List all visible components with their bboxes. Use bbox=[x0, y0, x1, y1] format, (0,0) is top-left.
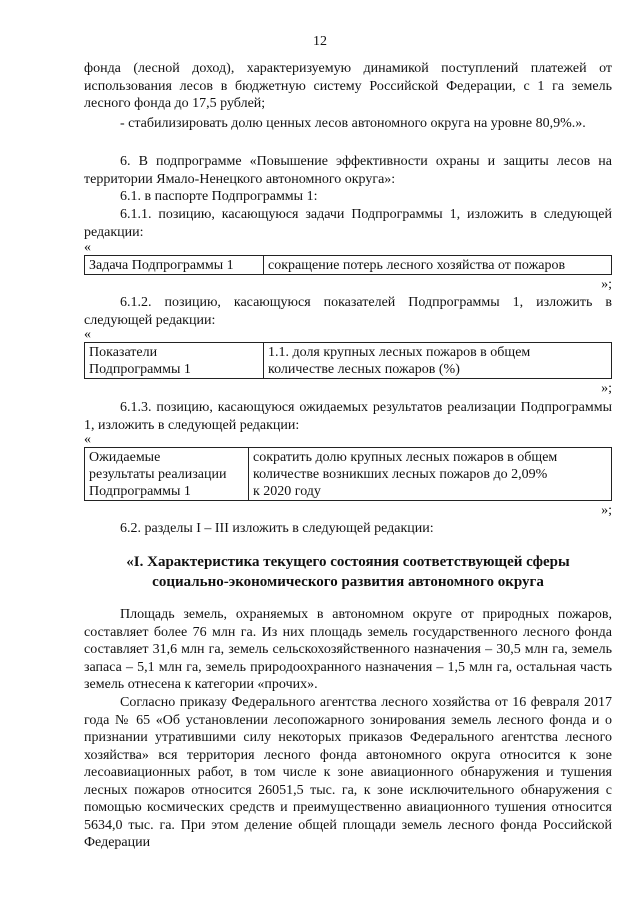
table-indicators-value-line2: количестве лесных пожаров (%) bbox=[268, 362, 460, 377]
table-results-label-line3: Подпрограммы 1 bbox=[89, 484, 191, 499]
table-indicators-label bbox=[85, 343, 264, 379]
table-results-value bbox=[249, 448, 612, 501]
table-results-value-line3: к 2020 году bbox=[253, 484, 321, 499]
table-row bbox=[85, 448, 612, 501]
body-paragraph-1: Площадь земель, охраняемых в автономном округе от природных пожаров, составляет более 76 млн га. Из них площадь земель государственного лесного фонда составляет 31,6 млн га, земель сельскохозяйственного назначения – 30,5 млн га, земель запаса – 5,1 млн га, земель природоохранного назначения – 1,5 млн га, остальная часть земель отнесена к категории «прочих». bbox=[84, 607, 612, 692]
item-6-1-3: 6.1.3. позицию, касающуюся ожидаемых результатов реализации Подпрограммы 1, изложить в следующей редакции: bbox=[84, 400, 612, 433]
table-task-label: Задача Подпрограммы 1 bbox=[85, 256, 264, 275]
quote-open-mark: « bbox=[84, 432, 91, 447]
item-6-1-1: 6.1.1. позицию, касающуюся задачи Подпрограммы 1, изложить в следующей редакции: bbox=[84, 207, 612, 240]
body-paragraph-2: Согласно приказу Федерального агентства лесного хозяйства от 16 февраля 2017 года № 65 «Об установлении лесопожарного зонирования земель лесного фонда и о признании утратившими силу некоторых приказов Федерального агентства лесного хозяйства» вся территория лесного фонда автономного округа относится к зоне лесоавиационных работ, в том числе к зоне авиационного обнаружения и тушения лесных пожаров относится 26051,5 тыс. га, к зоне исключительного обнаружения с помощью космических средств и преимущественно авиационного тушения относится 5634,0 тыс. га. При этом деление общей площади земель лесного фонда Российской Федерации bbox=[84, 695, 612, 850]
table-row bbox=[85, 343, 612, 379]
paragraph-continuation: фонда (лесной доход), характеризуемую динамикой поступлений платежей от использования лесов в бюджетную систему Российской Федерации, с 1 га земель лесного фонда до 17,5 рублей; bbox=[84, 61, 612, 111]
item-6-1-2: 6.1.2. позицию, касающуюся показателей Подпрограммы 1, изложить в следующей редакции: bbox=[84, 295, 612, 328]
table-results-value-line1: сократить долю крупных лесных пожаров в общем bbox=[253, 450, 558, 465]
quote-close-mark: »; bbox=[601, 503, 612, 518]
page-number: 12 bbox=[313, 34, 327, 49]
table-results-value-line2: количестве возникших лесных пожаров до 2,09% bbox=[253, 467, 548, 482]
table-results-label bbox=[85, 448, 249, 501]
table-row bbox=[85, 256, 612, 275]
item-6-2: 6.2. разделы I – III изложить в следующей редакции: bbox=[120, 521, 434, 536]
quote-close-mark: »; bbox=[601, 381, 612, 396]
item-6-1: 6.1. в паспорте Подпрограммы 1: bbox=[120, 189, 318, 204]
item-6: 6. В подпрограмме «Повышение эффективности охраны и защиты лесов на территории Ямало-Ненецкого автономного округа»: bbox=[84, 154, 612, 187]
table-task bbox=[84, 255, 612, 275]
table-indicators-label-line1: Показатели bbox=[89, 345, 158, 360]
table-task-value: сокращение потерь лесного хозяйства от пожаров bbox=[264, 256, 612, 275]
section-heading-line1: «I. Характеристика текущего состояния соответствующей сферы bbox=[126, 554, 570, 570]
quote-close-mark: »; bbox=[601, 277, 612, 292]
table-indicators bbox=[84, 342, 612, 379]
section-heading-line2: социально-экономического развития автономного округа bbox=[152, 574, 544, 590]
paragraph-stabilize: - стабилизировать долю ценных лесов автономного округа на уровне 80,9%.». bbox=[120, 116, 586, 131]
table-indicators-value bbox=[264, 343, 612, 379]
quote-open-mark: « bbox=[84, 240, 91, 255]
quote-open-mark: « bbox=[84, 327, 91, 342]
table-results-label-line2: результаты реализации bbox=[89, 467, 227, 482]
table-indicators-value-line1: 1.1. доля крупных лесных пожаров в общем bbox=[268, 345, 531, 360]
table-indicators-label-line2: Подпрограммы 1 bbox=[89, 362, 191, 377]
table-results-label-line1: Ожидаемые bbox=[89, 450, 161, 465]
table-results bbox=[84, 447, 612, 501]
